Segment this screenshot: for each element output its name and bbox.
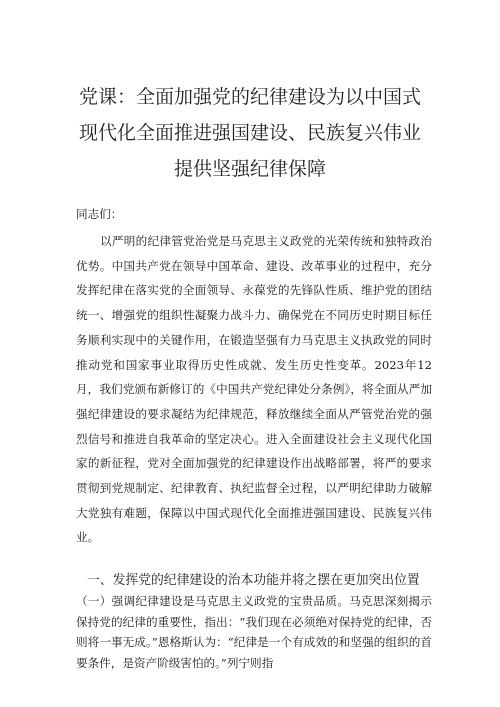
- body-paragraph-2: [76, 591, 432, 673]
- salutation: 同志们：: [76, 207, 123, 221]
- body-paragraph-2-text: 强调纪律建设是马克思主义政党的宝贵品质。马克思深刻揭示保持党的纪律的重要性，指出：“我们现在必须绝对保持党的纪律，否则将一事无成。”恩格斯认为：“纪律是一个有成效的和坚强的组织的首要条件，是资产阶级害怕的。”列宁则指: [76, 594, 432, 670]
- document-title-line-3: 提供坚强纪律保障: [173, 158, 326, 180]
- document-title-line-2: 现代化全面推进强国建设、民族复兴伟业: [78, 122, 421, 144]
- subsection-number: （一）: [76, 594, 112, 608]
- section-heading-1: 一、发挥党的纪律建设的治本功能并将之摆在更加突出位置: [87, 573, 420, 588]
- document-title-line-1: 党课：全面加强党的纪律建设为以中国式: [78, 86, 421, 108]
- body-paragraph-1: 以严明的纪律管党治党是马克思主义政党的光荣传统和独特政治优势。中国共产党在领导中国革命、建设、改革事业的过程中，充分发挥纪律在落实党的全面领导、永葆党的先锋队性质、维护党的团结统一、增强党的组织性凝聚力战斗力、确保党在不同历史时期目标任务顺利实现中的关键作用，在锻造坚强有力马克思主义执政党的同时推动党和国家事业取得历史性成就、发生历史性变革。2023年12月，我们党颁布新修订的《中国共产党纪律处分条例》，将全面从严加强纪律建设的要求凝结为纪律规范，释放继续全面从严管党治党的强烈信号和推进自我革命的坚定决心。进入全面建设社会主义现代化国家的新征程，党对全面加强党的纪律建设作出战略部署，将严的要求贯彻到党规制定、纪律教育、执纪监督全过程，以严明纪律助力破解大党独有难题，保障以中国式现代化全面推进强国建设、民族复兴伟业。: [76, 234, 432, 545]
